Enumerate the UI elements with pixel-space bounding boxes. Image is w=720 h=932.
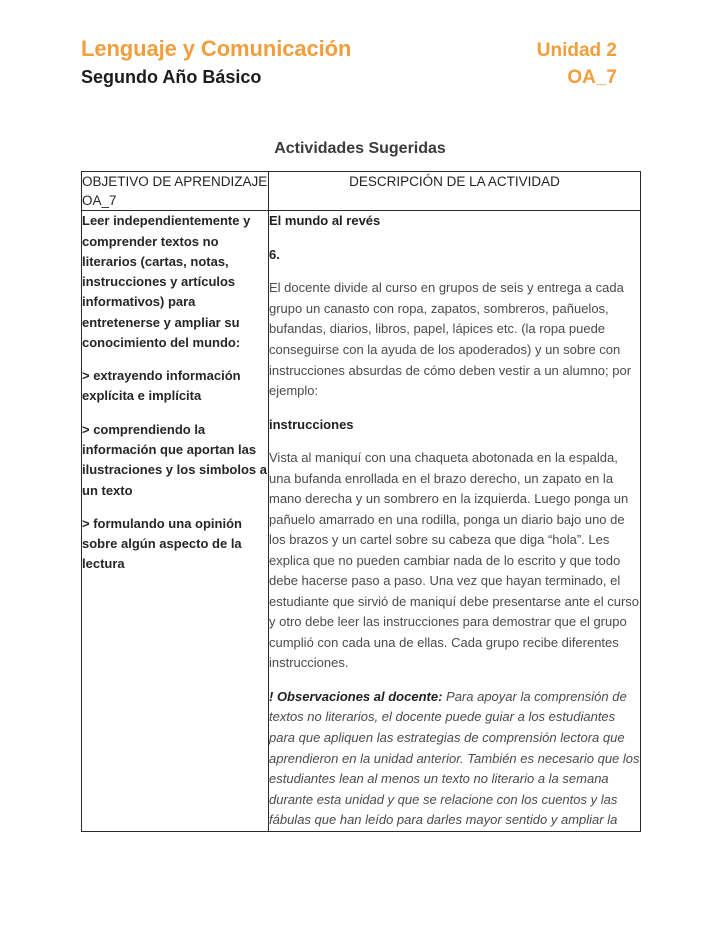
instructions-paragraph: Vista al maniquí con una chaqueta abotonada en la espalda, una bufanda enrollada en el brazo derecho, un zapato en la mano derecha y un sombrero en la izquierda. Luego ponga un pañuelo amarrado en una rodilla, ponga un diario bajo uno de los brazos y un cartel sobre su cabeza que diga “hola”. Les explica que no pueden cambiar nada de lo escrito y que todo debe hacerse paso a paso. Una vez que hayan terminado, el estudiante que sirvió de maniquí debe presentarse ante el curso y otro debe leer las instrucciones para demostrar que el grupo cumplió con cada una de ellas. Cada grupo recibe diferentes instrucciones. [269, 450, 640, 671]
oa-code-label: OA_7 [567, 66, 617, 88]
objetivo-paragraph-main: Leer independientemente y comprender textos no literarios (cartas, notas, instrucciones y artículos informativos) para entretenerse y ampliar su conocimiento del mundo: [82, 213, 251, 350]
objetivo-bullet-3: > formulando una opinión sobre algún aspecto de la lectura [82, 515, 242, 572]
column-header-descripcion: DESCRIPCIÓN DE LA ACTIVIDAD [269, 172, 641, 211]
header-row-primary [81, 36, 617, 63]
header-row-secondary [81, 67, 617, 90]
table-header-row [82, 172, 641, 211]
instructions-heading: instrucciones [269, 416, 354, 432]
document-header [81, 36, 617, 90]
cell-objetivo [82, 211, 269, 831]
activity-intro-paragraph: El docente divide al curso en grupos de seis y entrega a cada grupo un canasto con ropa, zapatos, sombreros, pañuelos, bufandas, diarios, libros, papel, lápices etc. (la ropa puede conseguirse con la ayuda de los apoderados) y un sobre con instrucciones absurdas de cómo deben vestir a un alumno; por ejemplo: [269, 280, 632, 399]
cell-descripcion [269, 211, 641, 831]
teacher-note-body: Para apoyar la comprensión de textos no literarios, el docente puede guiar a los estudiantes para que apliquen las estrategias de comprensión lectora que aprendieron en la unidad anterior. También es necesario que los estudiantes lean al menos un texto no literario a la semana durante esta unidad y que se relacione con los cuentos y las fábulas que han leído para darles mayor sentido y ampliar la [269, 688, 640, 828]
subject-title: Lenguaje y Comunicación [81, 36, 352, 61]
unit-label: Unidad 2 [536, 40, 617, 61]
column-header-objetivo: OBJETIVO DE APRENDIZAJE OA_7 [82, 172, 269, 211]
objetivo-bullet-2: > comprendiendo la información que aportan las ilustraciones y los simbolos a un texto [82, 421, 267, 498]
section-title: Actividades Sugeridas [274, 140, 446, 157]
table-row [82, 211, 641, 831]
suggested-activities-table [81, 171, 641, 832]
objetivo-bullet-1: > extrayendo información explícita e implícita [82, 368, 241, 404]
objetivo-text-block [82, 211, 268, 574]
teacher-note [269, 687, 640, 831]
descripcion-text-block [269, 211, 640, 830]
activity-title: El mundo al revés [269, 213, 381, 229]
teacher-note-lead: ! Observaciones al docente: [269, 688, 443, 704]
activity-number: 6. [269, 246, 280, 262]
grade-level-label: Segundo Año Básico [81, 66, 262, 87]
